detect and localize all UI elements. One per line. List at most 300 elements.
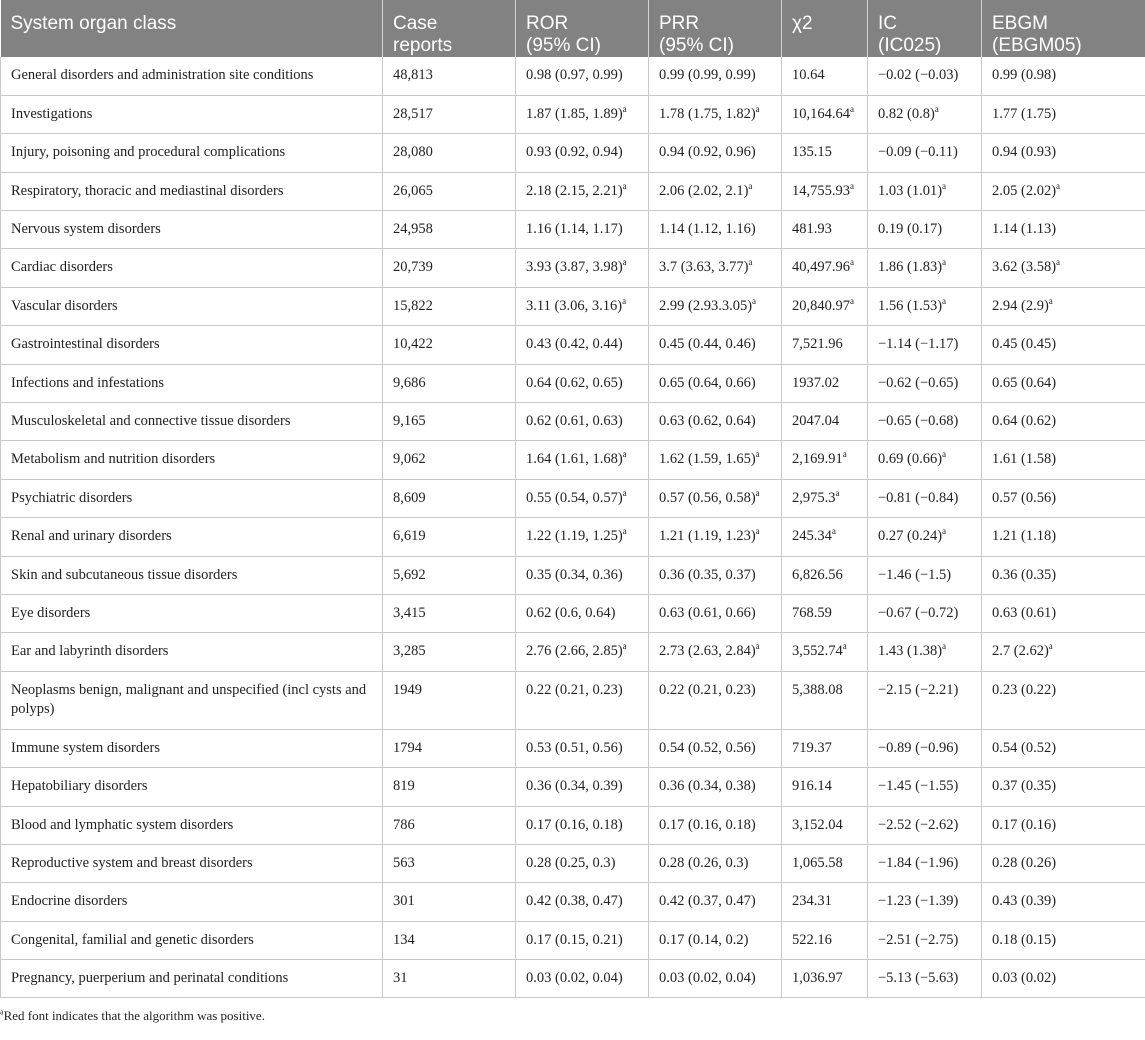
- cell-value: 3,285: [393, 643, 426, 660]
- footnote-marker: a: [755, 641, 760, 652]
- cell-value: 0.94 (0.92, 0.96): [659, 144, 756, 161]
- footnote-marker: a: [942, 257, 947, 268]
- table-row: [1, 921, 1145, 959]
- cell-value: −1.46 (−1.5): [878, 566, 952, 583]
- header-sublabel: (EBGM05): [992, 35, 1082, 56]
- cell-value: 2.99 (2.93.3.05): [659, 297, 753, 314]
- ic-cell: [868, 960, 982, 998]
- organ-class-cell: [1, 556, 383, 594]
- cell-value: 3.62 (3.58): [992, 259, 1057, 276]
- ic-cell: [868, 249, 982, 287]
- cell-value: 0.19 (0.17): [878, 221, 943, 238]
- cell-value: −0.02 (−0.03): [878, 67, 959, 83]
- cell-value: Psychiatric disorders: [11, 489, 133, 506]
- table-row: [1, 671, 1145, 729]
- ror-cell: [516, 671, 649, 729]
- ic-cell: [868, 633, 982, 671]
- cell-value: 1794: [393, 739, 422, 756]
- table-row: [1, 249, 1145, 287]
- cell-value: 0.18 (0.15): [992, 931, 1057, 948]
- prr-cell: [649, 883, 782, 921]
- ebgm-cell: [982, 633, 1145, 671]
- ror-cell: [516, 556, 649, 594]
- cell-value: 10,422: [393, 336, 433, 353]
- cell-value: 0.37 (0.35): [992, 778, 1057, 795]
- header-sublabel: (95% CI): [659, 35, 734, 56]
- cell-value: 1.14 (1.12, 1.16): [659, 221, 756, 238]
- cell-value: 245.34: [792, 528, 832, 545]
- cell-value: 7,521.96: [792, 336, 843, 353]
- cell-value: 0.17 (0.16, 0.18): [526, 816, 623, 833]
- organ-class-cell: [1, 249, 383, 287]
- ror-cell: [516, 95, 649, 133]
- footnote-marker: a: [755, 104, 760, 115]
- chi-square-cell: [782, 95, 868, 133]
- header-ic: [868, 0, 982, 57]
- ror-cell: [516, 921, 649, 959]
- cell-value: Blood and lymphatic system disorders: [11, 816, 234, 833]
- cell-value: 0.64 (0.62): [992, 413, 1057, 430]
- cell-value: 1.61 (1.58): [992, 451, 1057, 468]
- cell-value: 0.65 (0.64, 0.66): [659, 374, 756, 391]
- cell-value: 1.22 (1.19, 1.25): [526, 528, 623, 545]
- table-row: [1, 441, 1145, 479]
- cell-value: 0.35 (0.34, 0.36): [526, 566, 623, 583]
- cell-value: 2.7 (2.62): [992, 643, 1049, 660]
- ror-cell: [516, 287, 649, 325]
- ic-cell: [868, 883, 982, 921]
- cell-value: 0.17 (0.14, 0.2): [659, 931, 749, 948]
- cell-value: 0.45 (0.44, 0.46): [659, 336, 756, 353]
- ebgm-cell: [982, 768, 1145, 806]
- cell-value: 0.98 (0.97, 0.99): [526, 67, 623, 83]
- ror-cell: [516, 441, 649, 479]
- footnote-marker: a: [622, 641, 627, 652]
- chi-square-cell: [782, 518, 868, 556]
- ebgm-cell: [982, 326, 1145, 364]
- ebgm-cell: [982, 134, 1145, 172]
- cell-value: 3.93 (3.87, 3.98): [526, 259, 623, 276]
- cell-value: 0.22 (0.21, 0.23): [659, 681, 756, 698]
- cell-value: 15,822: [393, 297, 433, 314]
- cell-value: 40,497.96: [792, 259, 850, 276]
- cell-value: −1.23 (−1.39): [878, 893, 959, 910]
- organ-class-cell: [1, 960, 383, 998]
- cell-value: 0.57 (0.56, 0.58): [659, 489, 756, 506]
- footnote-marker: a: [1048, 641, 1053, 652]
- ror-cell: [516, 633, 649, 671]
- header-label: System organ class: [10, 13, 177, 34]
- cell-value: 0.65 (0.64): [992, 374, 1057, 391]
- ror-cell: [516, 960, 649, 998]
- ebgm-cell: [982, 95, 1145, 133]
- table-header: [1, 0, 1145, 57]
- cell-value: 48,813: [393, 67, 433, 83]
- case-reports-cell: [383, 556, 516, 594]
- cell-value: 1.87 (1.85, 1.89): [526, 105, 623, 122]
- ror-cell: [516, 249, 649, 287]
- ror-cell: [516, 806, 649, 844]
- cell-value: 0.03 (0.02): [992, 970, 1057, 987]
- footnote-marker: a: [1048, 296, 1053, 307]
- cell-value: −1.84 (−1.96): [878, 854, 959, 871]
- footnote-marker: a: [850, 104, 854, 115]
- table-row: [1, 364, 1145, 402]
- cell-value: 1.21 (1.18): [992, 528, 1057, 545]
- cell-value: 1,065.58: [792, 854, 843, 871]
- cell-value: Infections and infestations: [11, 374, 165, 391]
- ebgm-cell: [982, 729, 1145, 767]
- table-row: [1, 211, 1145, 249]
- organ-class-cell: [1, 768, 383, 806]
- cell-value: 0.28 (0.25, 0.3): [526, 854, 616, 871]
- ror-cell: [516, 364, 649, 402]
- cell-value: Nervous system disorders: [11, 221, 161, 238]
- header-prr: [649, 0, 782, 57]
- cell-value: Congenital, familial and genetic disorders: [11, 931, 254, 948]
- ebgm-cell: [982, 364, 1145, 402]
- cell-value: 1.03 (1.01): [878, 182, 943, 199]
- cell-value: 0.03 (0.02, 0.04): [659, 970, 756, 987]
- ror-cell: [516, 57, 649, 95]
- ebgm-cell: [982, 403, 1145, 441]
- cell-value: −2.52 (−2.62): [878, 816, 959, 833]
- cell-value: 0.36 (0.34, 0.39): [526, 778, 623, 795]
- case-reports-cell: [383, 479, 516, 517]
- cell-value: 28,080: [393, 144, 433, 161]
- organ-class-cell: [1, 95, 383, 133]
- cell-value: 0.62 (0.6, 0.64): [526, 604, 616, 621]
- cell-value: 2047.04: [792, 413, 840, 430]
- case-reports-cell: [383, 326, 516, 364]
- footnote-marker: a: [942, 526, 947, 537]
- organ-class-cell: [1, 921, 383, 959]
- cell-value: Metabolism and nutrition disorders: [11, 451, 216, 468]
- case-reports-cell: [383, 518, 516, 556]
- case-reports-cell: [383, 172, 516, 210]
- case-reports-cell: [383, 364, 516, 402]
- cell-value: 9,686: [393, 374, 426, 391]
- cell-value: 1.78 (1.75, 1.82): [659, 105, 756, 122]
- footnote-marker: a: [748, 180, 753, 191]
- prr-cell: [649, 729, 782, 767]
- cell-value: 9,165: [393, 413, 426, 430]
- table-body: [1, 57, 1145, 998]
- ebgm-cell: [982, 806, 1145, 844]
- footnote-marker: a: [850, 257, 854, 268]
- cell-value: Ear and labyrinth disorders: [11, 643, 169, 660]
- prr-cell: [649, 518, 782, 556]
- cell-value: 0.55 (0.54, 0.57): [526, 489, 623, 506]
- ic-cell: [868, 921, 982, 959]
- prr-cell: [649, 211, 782, 249]
- cell-value: 0.28 (0.26, 0.3): [659, 854, 749, 871]
- cell-value: 1937.02: [792, 374, 840, 391]
- footnote-marker: a: [0, 1008, 4, 1018]
- cell-value: 3,415: [393, 604, 426, 621]
- ebgm-cell: [982, 479, 1145, 517]
- header-sublabel: (IC025): [878, 35, 942, 56]
- ebgm-cell: [982, 671, 1145, 729]
- table-row: [1, 403, 1145, 441]
- table-row: [1, 806, 1145, 844]
- chi-square-cell: [782, 729, 868, 767]
- table-row: [1, 729, 1145, 767]
- cell-value: 2.06 (2.02, 2.1): [659, 182, 749, 199]
- table-row: [1, 57, 1145, 95]
- organ-class-cell: [1, 364, 383, 402]
- cell-value: 0.17 (0.15, 0.21): [526, 931, 623, 948]
- prr-cell: [649, 556, 782, 594]
- chi-square-cell: [782, 211, 868, 249]
- cell-value: 563: [393, 854, 415, 871]
- cell-value: Hepatobiliary disorders: [11, 778, 148, 795]
- cell-value: Musculoskeletal and connective tissue disorders: [11, 413, 291, 430]
- cell-value: 0.63 (0.62, 0.64): [659, 413, 756, 430]
- ebgm-cell: [982, 594, 1145, 632]
- organ-class-cell: [1, 403, 383, 441]
- ic-cell: [868, 326, 982, 364]
- case-reports-cell: [383, 95, 516, 133]
- chi-square-cell: [782, 134, 868, 172]
- cell-value: 0.99 (0.99, 0.99): [659, 67, 756, 83]
- prr-cell: [649, 844, 782, 882]
- cell-value: 1,036.97: [792, 970, 843, 987]
- cell-value: −5.13 (−5.63): [878, 970, 959, 987]
- cell-value: 0.27 (0.24): [878, 528, 943, 545]
- footnote-marker: a: [942, 641, 947, 652]
- header-label: χ2: [792, 13, 813, 34]
- organ-class-cell: [1, 287, 383, 325]
- cell-value: 20,739: [393, 259, 433, 276]
- organ-class-cell: [1, 326, 383, 364]
- cell-value: 10,164.64: [792, 105, 850, 122]
- header-ebgm: [982, 0, 1145, 57]
- prr-cell: [649, 403, 782, 441]
- cell-value: 481.93: [792, 221, 832, 238]
- cell-value: 0.62 (0.61, 0.63): [526, 413, 623, 430]
- footnote-marker: a: [842, 641, 847, 652]
- header-label: EBGM: [992, 13, 1048, 34]
- case-reports-cell: [383, 768, 516, 806]
- cell-value: 0.93 (0.92, 0.94): [526, 144, 623, 161]
- ic-cell: [868, 556, 982, 594]
- ebgm-cell: [982, 556, 1145, 594]
- cell-value: 0.53 (0.51, 0.56): [526, 739, 623, 756]
- cell-value: 1.77 (1.75): [992, 105, 1057, 122]
- ror-cell: [516, 729, 649, 767]
- prr-cell: [649, 134, 782, 172]
- case-reports-cell: [383, 844, 516, 882]
- cell-value: Renal and urinary disorders: [11, 528, 172, 545]
- table-row: [1, 556, 1145, 594]
- footnote-marker: a: [831, 526, 836, 537]
- table-row: [1, 172, 1145, 210]
- ic-cell: [868, 441, 982, 479]
- chi-square-cell: [782, 960, 868, 998]
- ic-cell: [868, 806, 982, 844]
- cell-value: 0.36 (0.35): [992, 566, 1057, 583]
- cell-value: Respiratory, thoracic and mediastinal disorders: [11, 182, 284, 199]
- cell-value: 0.54 (0.52): [992, 739, 1057, 756]
- cell-value: 0.63 (0.61, 0.66): [659, 604, 756, 621]
- cell-value: Gastrointestinal disorders: [11, 336, 160, 353]
- cell-value: −2.15 (−2.21): [878, 681, 959, 698]
- chi-square-cell: [782, 556, 868, 594]
- cell-value: 0.43 (0.42, 0.44): [526, 336, 623, 353]
- ror-cell: [516, 326, 649, 364]
- cell-value: 2.05 (2.02): [992, 182, 1057, 199]
- header-sublabel: reports: [393, 35, 453, 56]
- ebgm-cell: [982, 883, 1145, 921]
- cell-value: 3.11 (3.06, 3.16): [526, 297, 623, 314]
- cell-value: 0.42 (0.37, 0.47): [659, 893, 756, 910]
- cell-value: Immune system disorders: [11, 739, 161, 756]
- chi-square-cell: [782, 921, 868, 959]
- table-row: [1, 883, 1145, 921]
- footnote-text: Red font indicates that the algorithm was positive.: [3, 1008, 265, 1024]
- ror-cell: [516, 518, 649, 556]
- footnote-marker: a: [622, 526, 627, 537]
- cell-value: 6,619: [393, 528, 426, 545]
- table-row: [1, 768, 1145, 806]
- cell-value: 522.16: [792, 931, 832, 948]
- prr-cell: [649, 326, 782, 364]
- footnote-marker: a: [835, 487, 840, 498]
- cell-value: 2,169.91: [792, 451, 843, 468]
- cell-value: Neoplasms benign, malignant and unspecified (incl cysts and polyps): [11, 681, 367, 717]
- chi-square-cell: [782, 441, 868, 479]
- case-reports-cell: [383, 441, 516, 479]
- cell-value: −0.65 (−0.68): [878, 413, 959, 430]
- cell-value: 5,692: [393, 566, 426, 583]
- header-label: ROR: [526, 13, 569, 34]
- cell-value: 2.76 (2.66, 2.85): [526, 643, 623, 660]
- chi-square-cell: [782, 633, 868, 671]
- prr-cell: [649, 806, 782, 844]
- cell-value: 2,975.3: [792, 489, 836, 506]
- table-row: [1, 134, 1145, 172]
- prr-cell: [649, 633, 782, 671]
- cell-value: 1.16 (1.14, 1.17): [526, 221, 623, 238]
- cell-value: 0.94 (0.93): [992, 144, 1057, 161]
- prr-cell: [649, 441, 782, 479]
- cell-value: 6,826.56: [792, 566, 843, 583]
- case-reports-cell: [383, 921, 516, 959]
- case-reports-cell: [383, 960, 516, 998]
- ic-cell: [868, 518, 982, 556]
- cell-value: Endocrine disorders: [11, 893, 128, 910]
- ror-cell: [516, 403, 649, 441]
- cell-value: 234.31: [792, 893, 832, 910]
- footnote-marker: a: [850, 296, 854, 307]
- chi-square-cell: [782, 844, 868, 882]
- cell-value: 14,755.93: [792, 182, 850, 199]
- footnote-marker: a: [755, 449, 760, 460]
- cell-value: 135.15: [792, 144, 832, 161]
- prr-cell: [649, 172, 782, 210]
- cell-value: 0.69 (0.66): [878, 451, 943, 468]
- table-row: [1, 844, 1145, 882]
- cell-value: 3,552.74: [792, 643, 843, 660]
- case-reports-cell: [383, 729, 516, 767]
- ic-cell: [868, 172, 982, 210]
- chi-square-cell: [782, 768, 868, 806]
- footnote-marker: a: [942, 449, 947, 460]
- footnote-marker: a: [748, 257, 753, 268]
- cell-value: 5,388.08: [792, 681, 843, 698]
- cell-value: 0.36 (0.35, 0.37): [659, 566, 756, 583]
- cell-value: Skin and subcutaneous tissue disorders: [11, 566, 238, 583]
- organ-class-cell: [1, 211, 383, 249]
- case-reports-cell: [383, 671, 516, 729]
- case-reports-cell: [383, 633, 516, 671]
- chi-square-cell: [782, 671, 868, 729]
- footnote-marker: a: [622, 296, 627, 307]
- cell-value: 2.18 (2.15, 2.21): [526, 182, 623, 199]
- organ-class-cell: [1, 441, 383, 479]
- cell-value: 916.14: [792, 778, 832, 795]
- cell-value: Cardiac disorders: [11, 259, 113, 276]
- ebgm-cell: [982, 518, 1145, 556]
- footnote-marker: a: [622, 104, 627, 115]
- chi-square-cell: [782, 326, 868, 364]
- cell-value: Injury, poisoning and procedural complications: [11, 144, 286, 161]
- ic-cell: [868, 57, 982, 95]
- cell-value: 3,152.04: [792, 816, 843, 833]
- case-reports-cell: [383, 249, 516, 287]
- footnote-marker: a: [622, 257, 627, 268]
- organ-class-cell: [1, 479, 383, 517]
- chi-square-cell: [782, 172, 868, 210]
- footnote-marker: a: [622, 180, 627, 191]
- header-system-organ-class: [1, 0, 383, 57]
- cell-value: 1.14 (1.13): [992, 221, 1057, 238]
- table-footnote: [0, 998, 1145, 1024]
- cell-value: 0.64 (0.62, 0.65): [526, 374, 623, 391]
- ic-cell: [868, 95, 982, 133]
- ic-cell: [868, 364, 982, 402]
- cell-value: Investigations: [11, 105, 93, 122]
- cell-value: 0.28 (0.26): [992, 854, 1057, 871]
- cell-value: 10.64: [792, 67, 825, 83]
- chi-square-cell: [782, 883, 868, 921]
- cell-value: −0.62 (−0.65): [878, 374, 959, 391]
- cell-value: 0.36 (0.34, 0.38): [659, 778, 756, 795]
- ror-cell: [516, 768, 649, 806]
- prr-cell: [649, 768, 782, 806]
- ebgm-cell: [982, 249, 1145, 287]
- ror-cell: [516, 883, 649, 921]
- organ-class-cell: [1, 844, 383, 882]
- organ-class-cell: [1, 57, 383, 95]
- cell-value: 1.64 (1.61, 1.68): [526, 451, 623, 468]
- cell-value: 8,609: [393, 489, 426, 506]
- cell-value: 3.7 (3.63, 3.77): [659, 259, 749, 276]
- ic-cell: [868, 403, 982, 441]
- ebgm-cell: [982, 960, 1145, 998]
- header-ror: [516, 0, 649, 57]
- cell-value: 31: [393, 970, 408, 987]
- chi-square-cell: [782, 364, 868, 402]
- cell-value: Vascular disorders: [11, 297, 118, 314]
- cell-value: −0.81 (−0.84): [878, 489, 959, 506]
- cell-value: Reproductive system and breast disorders: [11, 854, 253, 871]
- cell-value: 20,840.97: [792, 297, 850, 314]
- cell-value: 1.56 (1.53): [878, 297, 943, 314]
- table-row: [1, 287, 1145, 325]
- header-chi-square: [782, 0, 868, 57]
